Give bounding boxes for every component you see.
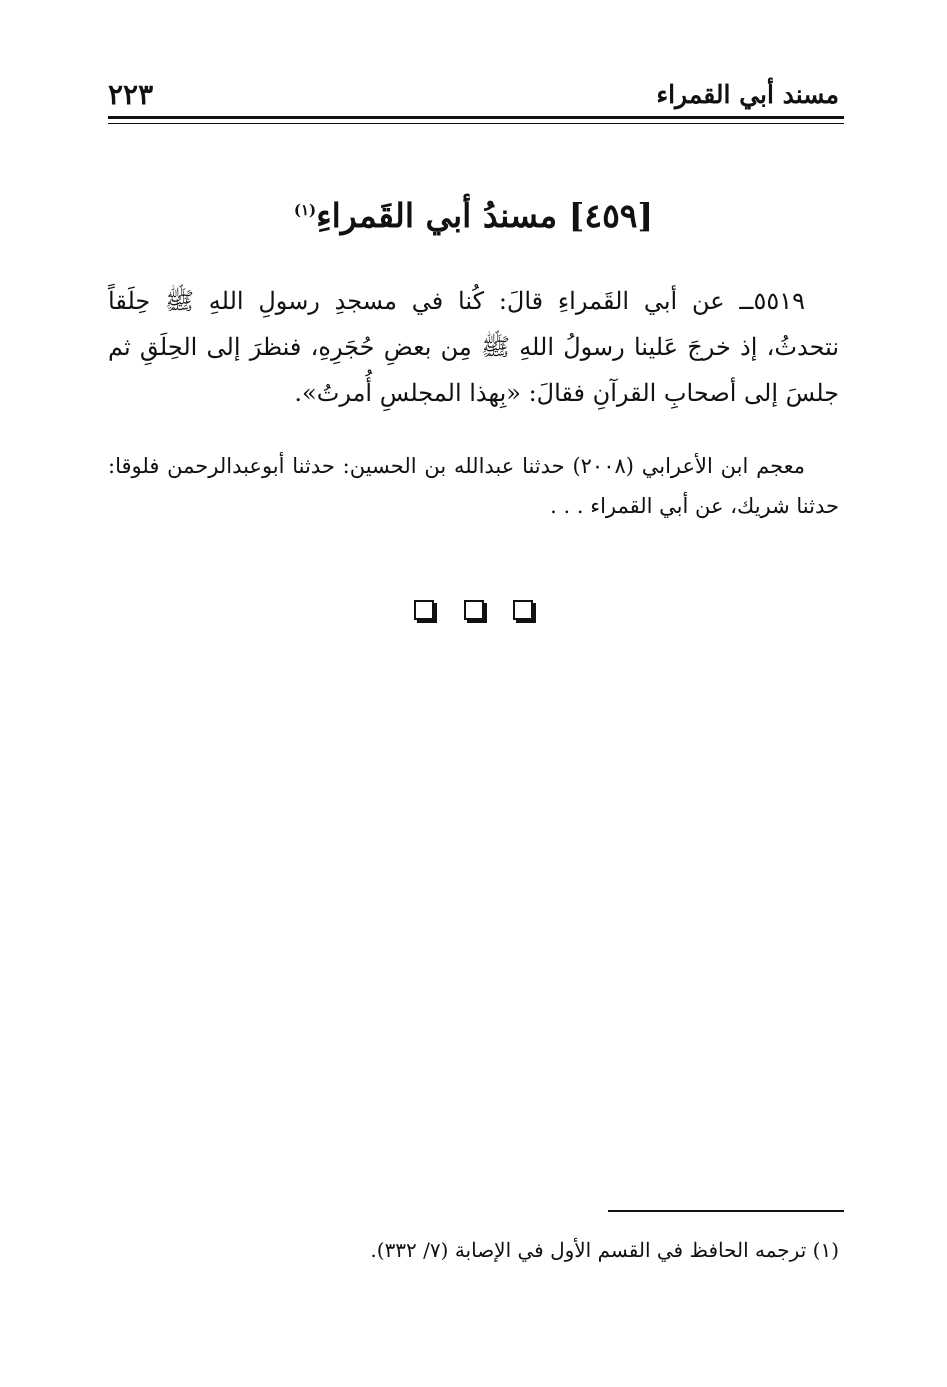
source-block (108, 446, 839, 526)
header-rule-thin (108, 123, 844, 124)
page-header (108, 80, 839, 116)
page-number: ٢٢٣ (108, 78, 154, 111)
section-separator (0, 600, 947, 624)
footnote-text: (١) ترجمه الحافظ في القسم الأول في الإصابة (٧/ ٣٣٢). (370, 1238, 839, 1262)
footnote-reference: (١) (293, 201, 317, 219)
footnote-rule (608, 1210, 844, 1212)
square-ornament-icon (513, 600, 533, 620)
running-title: مسند أبي القمراء (656, 80, 839, 109)
section-title-text: [٤٥٩] مسندُ أبي القَمراءِ (316, 196, 654, 235)
header-rule-thick (108, 116, 844, 119)
footnote (108, 1234, 839, 1266)
square-ornament-icon (464, 600, 484, 620)
hadith-text: ٥٥١٩ــ عن أبي القَمراءِ قالَ: كُنا في مسجدِ رسولِ اللهِ ﷺ حِلَقاً نتحدثُ، إذ خرجَ عَلينا رسولُ اللهِ ﷺ مِن بعضِ حُجَرِهِ، فنظرَ إلى الحِلَقِ ثم جلسَ إلى أصحابِ القرآنِ فقالَ: «بِهذا المجلسِ أُمرتُ». (108, 287, 839, 407)
square-ornament-icon (414, 600, 434, 620)
source-text: معجم ابن الأعرابي (٢٠٠٨) حدثنا عبدالله بن الحسين: حدثنا أبوعبدالرحمن فلوقا: حدثنا شريك، عن أبي القمراء . . . (108, 454, 839, 518)
hadith-block (108, 278, 839, 416)
section-title (108, 196, 839, 235)
